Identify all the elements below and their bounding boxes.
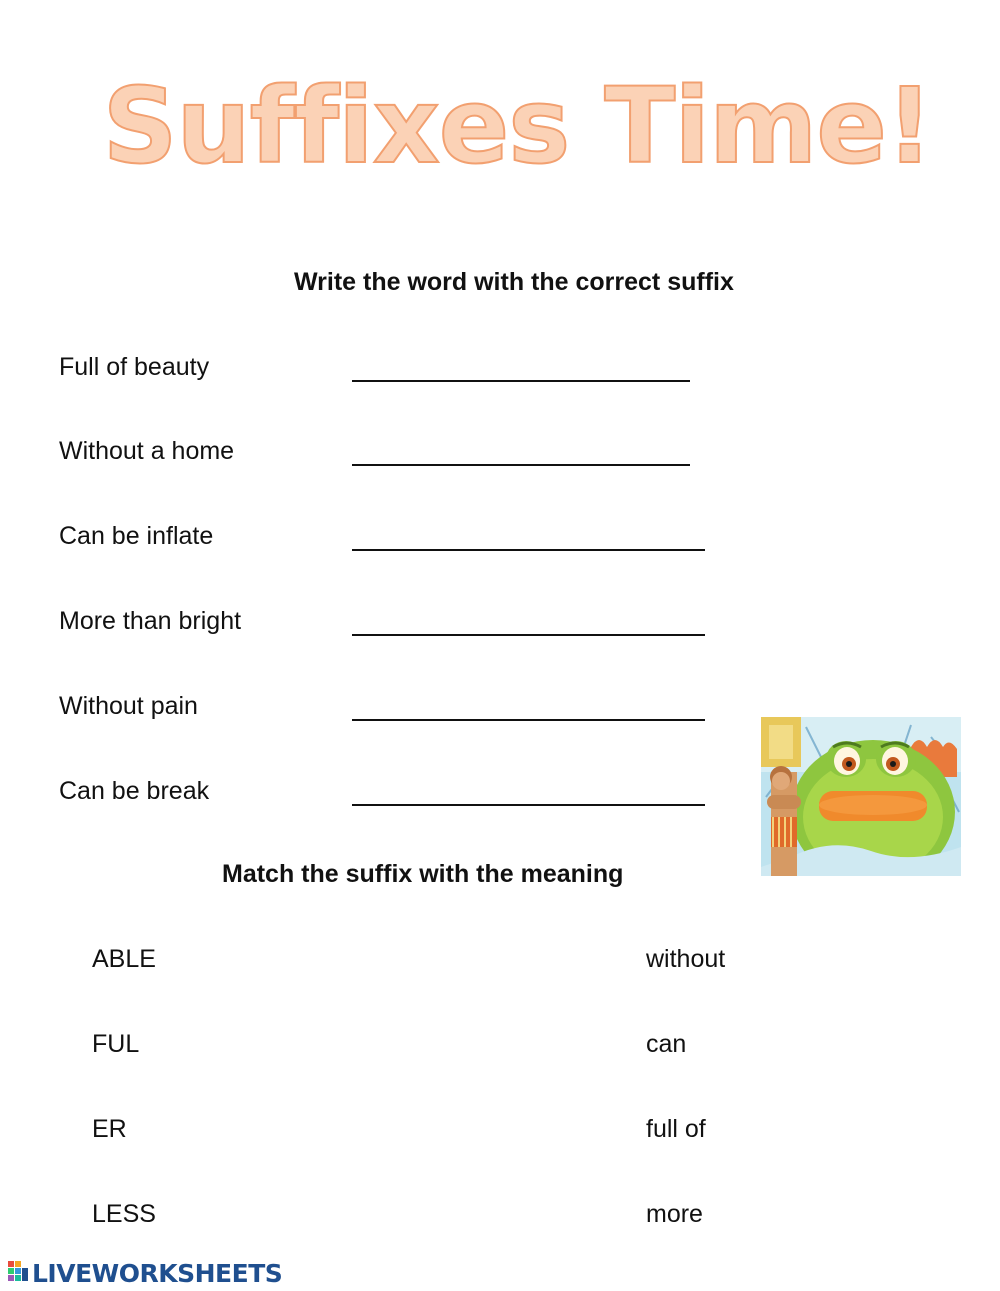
prompt-label: More than bright (59, 607, 242, 635)
meaning-item[interactable]: more (646, 1200, 703, 1228)
suffix-item[interactable]: ABLE (92, 945, 156, 973)
prompt-label: Without a home (59, 437, 235, 465)
suffix-item[interactable]: ER (92, 1115, 127, 1143)
answer-input[interactable] (352, 632, 705, 636)
monster-illustration (761, 717, 961, 876)
prompt-label: Can be break (59, 777, 210, 805)
answer-input[interactable] (352, 717, 705, 721)
suffix-item[interactable]: LESS (92, 1200, 156, 1228)
answer-input[interactable] (352, 462, 690, 466)
prompt-label: Full of beauty (59, 353, 210, 381)
liveworksheets-logo (8, 1258, 282, 1288)
liveworksheets-logo-icon (8, 1260, 30, 1286)
worksheet-title: Suffixes Time! (102, 65, 933, 187)
section-heading-write: Write the word with the correct suffix (294, 268, 734, 296)
prompt-label: Without pain (59, 692, 198, 720)
meaning-item[interactable]: without (646, 945, 726, 973)
answer-input[interactable] (352, 802, 705, 806)
section-heading-match: Match the suffix with the meaning (222, 860, 624, 888)
suffix-item[interactable]: FUL (92, 1030, 140, 1058)
meaning-item[interactable]: can (646, 1030, 687, 1058)
meaning-item[interactable]: full of (646, 1115, 706, 1143)
liveworksheets-logo-text: LIVEWORKSHEETS (32, 1258, 283, 1288)
prompt-label: Can be inflate (59, 522, 214, 550)
answer-input[interactable] (352, 378, 690, 382)
answer-input[interactable] (352, 547, 705, 551)
